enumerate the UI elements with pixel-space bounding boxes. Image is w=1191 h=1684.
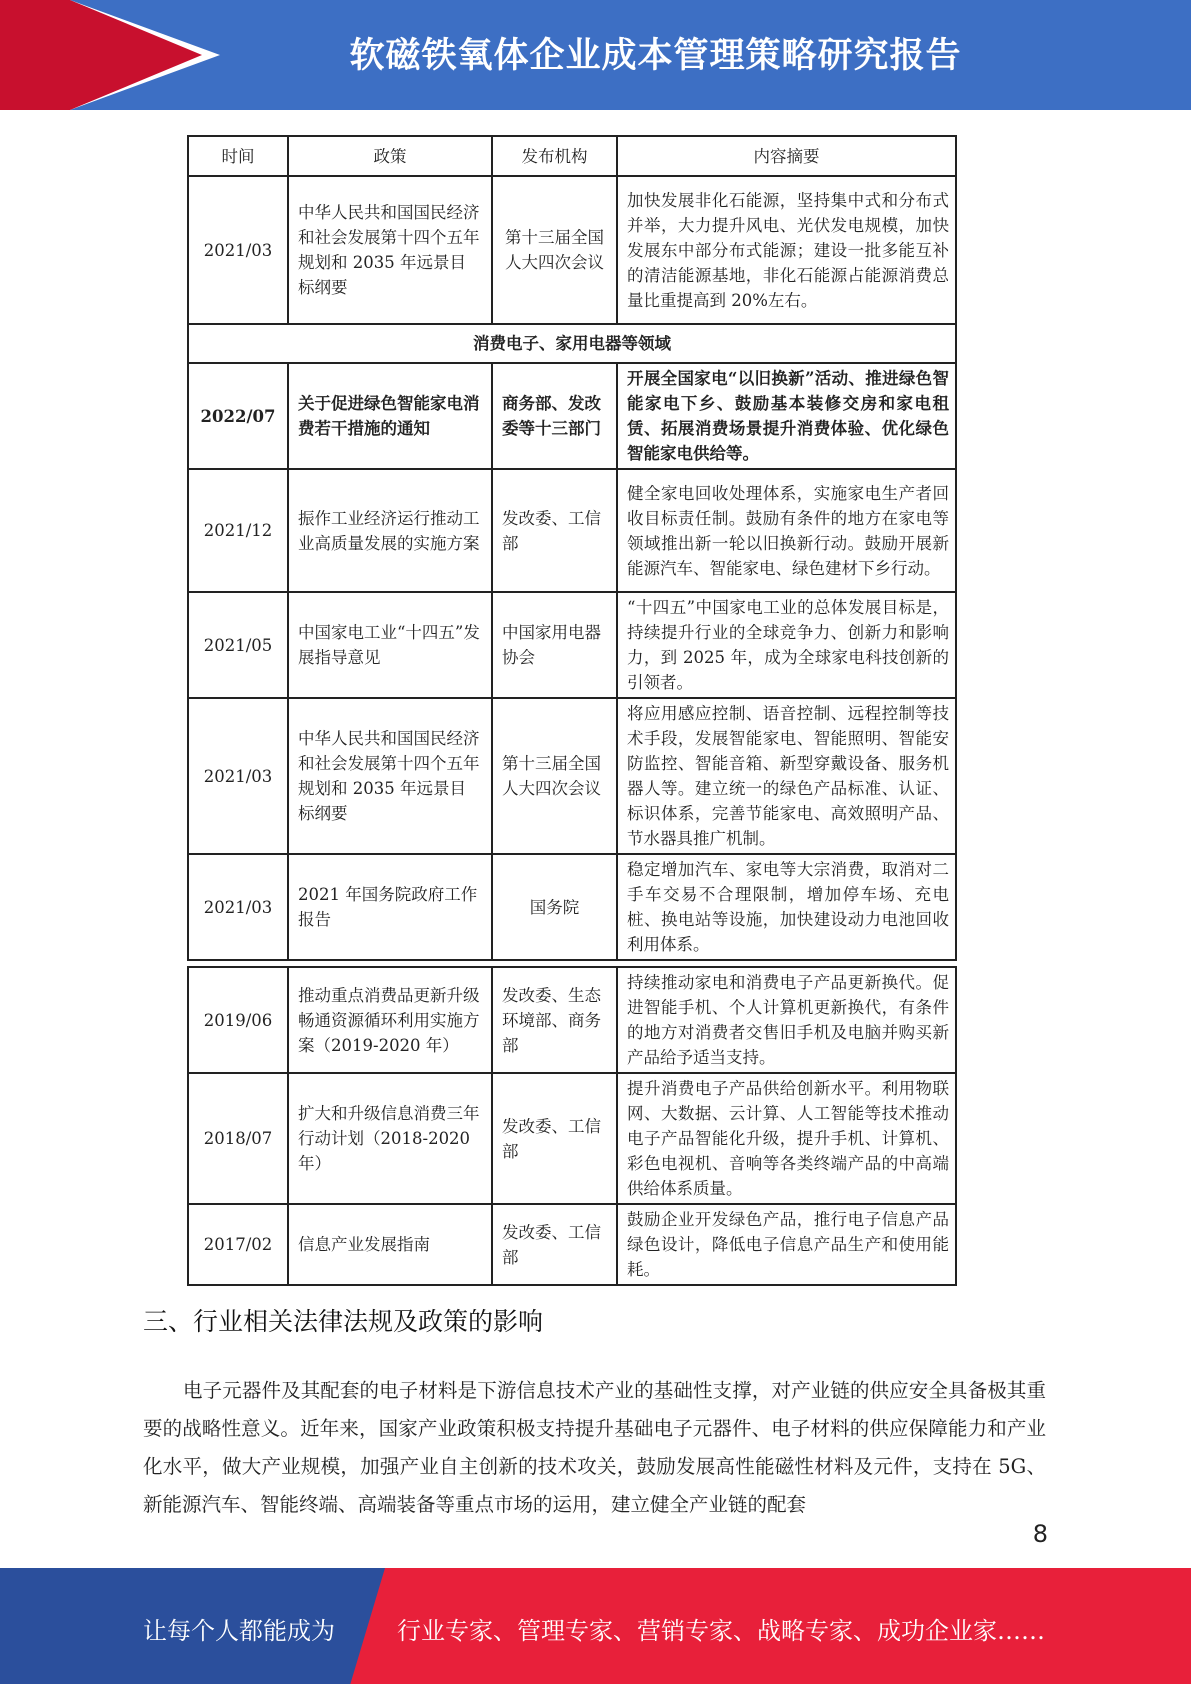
row-date: 2017/02 xyxy=(188,1204,288,1285)
row-summary: 稳定增加汽车、家电等大宗消费，取消对二手车交易不合理限制，增加停车场、充电桩、换电站等设施，加快建设动力电池回收利用体系。 xyxy=(617,854,956,960)
table-row xyxy=(188,698,956,854)
section-heading: 三、行业相关法律法规及政策的影响 xyxy=(143,1307,544,1336)
header-time: 时间 xyxy=(188,136,288,176)
row-issuer: 国务院 xyxy=(492,854,617,960)
row-issuer: 发改委、工信部 xyxy=(492,1204,617,1285)
footer-slogan-left: 让每个人都能成为 xyxy=(143,1617,335,1645)
table-row xyxy=(188,1073,956,1204)
row-date: 2021/03 xyxy=(188,176,288,324)
row-date: 2019/06 xyxy=(188,967,288,1073)
row-date: 2018/07 xyxy=(188,1073,288,1204)
row-issuer: 第十三届全国人大四次会议 xyxy=(492,176,617,324)
policy-table-part2 xyxy=(187,966,957,1286)
row-policy: 中华人民共和国国民经济和社会发展第十四个五年规划和 2035 年远景目标纲要 xyxy=(288,698,492,854)
row-issuer: 中国家用电器协会 xyxy=(492,592,617,698)
row-summary: 开展全国家电“以旧换新”活动、推进绿色智能家电下乡、鼓励基本装修交房和家电租赁、拓展消费场景提升消费体验、优化绿色智能家电供给等。 xyxy=(617,363,956,469)
row-policy: 振作工业经济运行推动工业高质量发展的实施方案 xyxy=(288,469,492,592)
table-row xyxy=(188,469,956,592)
footer-banner xyxy=(0,1568,1191,1684)
row-summary: “十四五”中国家电工业的总体发展目标是，持续提升行业的全球竞争力、创新力和影响力，到 2025 年，成为全球家电科技创新的引领者。 xyxy=(617,592,956,698)
row-date: 2021/05 xyxy=(188,592,288,698)
row-date: 2021/03 xyxy=(188,854,288,960)
table-header-row xyxy=(188,136,956,176)
page-number: 8 xyxy=(1032,1520,1048,1548)
table-row xyxy=(188,967,956,1073)
row-policy: 推动重点消费品更新升级畅通资源循环利用实施方案（2019-2020 年） xyxy=(288,967,492,1073)
row-issuer: 第十三届全国人大四次会议 xyxy=(492,698,617,854)
row-policy: 2021 年国务院政府工作报告 xyxy=(288,854,492,960)
table-row xyxy=(188,854,956,960)
row-policy: 扩大和升级信息消费三年行动计划（2018-2020 年） xyxy=(288,1073,492,1204)
row-summary: 健全家电回收处理体系，实施家电生产者回收目标责任制。鼓励有条件的地方在家电等领域推出新一轮以旧换新行动。鼓励开展新能源汽车、智能家电、绿色建材下乡行动。 xyxy=(617,469,956,592)
header-issuer: 发布机构 xyxy=(492,136,617,176)
policy-table-part1 xyxy=(187,135,957,961)
row-policy: 中国家电工业“十四五”发展指导意见 xyxy=(288,592,492,698)
row-date: 2021/03 xyxy=(188,698,288,854)
row-policy: 信息产业发展指南 xyxy=(288,1204,492,1285)
table-row xyxy=(188,592,956,698)
table-row xyxy=(188,1204,956,1285)
table-row xyxy=(188,363,956,469)
row-summary: 将应用感应控制、语音控制、远程控制等技术手段，发展智能家电、智能照明、智能安防监控、智能音箱、新型穿戴设备、服务机器人等。建立统一的绿色产品标准、认证、标识体系，完善节能家电、高效照明产品、节水器具推广机制。 xyxy=(617,698,956,854)
header-banner xyxy=(0,0,1191,110)
row-summary: 持续推动家电和消费电子产品更新换代。促进智能手机、个人计算机更新换代，有条件的地方对消费者交售旧手机及电脑并购买新产品给予适当支持。 xyxy=(617,967,956,1073)
header-red-bar xyxy=(0,0,70,110)
footer-slogan-right: 行业专家、管理专家、营销专家、战略专家、成功企业家…… xyxy=(397,1617,1045,1645)
row-issuer: 发改委、生态环境部、商务部 xyxy=(492,967,617,1073)
header-policy: 政策 xyxy=(288,136,492,176)
table-row xyxy=(188,176,956,324)
row-issuer: 发改委、工信部 xyxy=(492,469,617,592)
header-summary: 内容摘要 xyxy=(617,136,956,176)
row-summary: 加快发展非化石能源，坚持集中式和分布式并举，大力提升风电、光伏发电规模，加快发展东中部分布式能源；建设一批多能互补的清洁能源基地，非化石能源占能源消费总量比重提高到 20%左右。 xyxy=(617,176,956,324)
row-date: 2022/07 xyxy=(188,363,288,469)
row-policy: 关于促进绿色智能家电消费若干措施的通知 xyxy=(288,363,492,469)
row-issuer: 发改委、工信部 xyxy=(492,1073,617,1204)
table-section-row xyxy=(188,324,956,363)
row-date: 2021/12 xyxy=(188,469,288,592)
row-policy: 中华人民共和国国民经济和社会发展第十四个五年规划和 2035 年远景目标纲要 xyxy=(288,176,492,324)
row-summary: 提升消费电子产品供给创新水平。利用物联网、大数据、云计算、人工智能等技术推动电子产品智能化升级，提升手机、计算机、彩色电视机、音响等各类终端产品的中高端供给体系质量。 xyxy=(617,1073,956,1204)
row-issuer: 商务部、发改委等十三部门 xyxy=(492,363,617,469)
section-label: 消费电子、家用电器等领域 xyxy=(188,324,956,363)
body-paragraph: 电子元器件及其配套的电子材料是下游信息技术产业的基础性支撑，对产业链的供应安全具备极其重要的战略性意义。近年来，国家产业政策积极支持提升基础电子元器件、电子材料的供应保障能力和产业化水平，做大产业规模，加强产业自主创新的技术攻关，鼓励发展高性能磁性材料及元件，支持在 5G、新能源汽车、智能终端、高端装备等重点市场的运用，建立健全产业链的配套 xyxy=(143,1379,1046,1516)
row-summary: 鼓励企业开发绿色产品，推行电子信息产品绿色设计，降低电子信息产品生产和使用能耗。 xyxy=(617,1204,956,1285)
report-title: 软磁铁氧体企业成本管理策略研究报告 xyxy=(349,36,962,76)
